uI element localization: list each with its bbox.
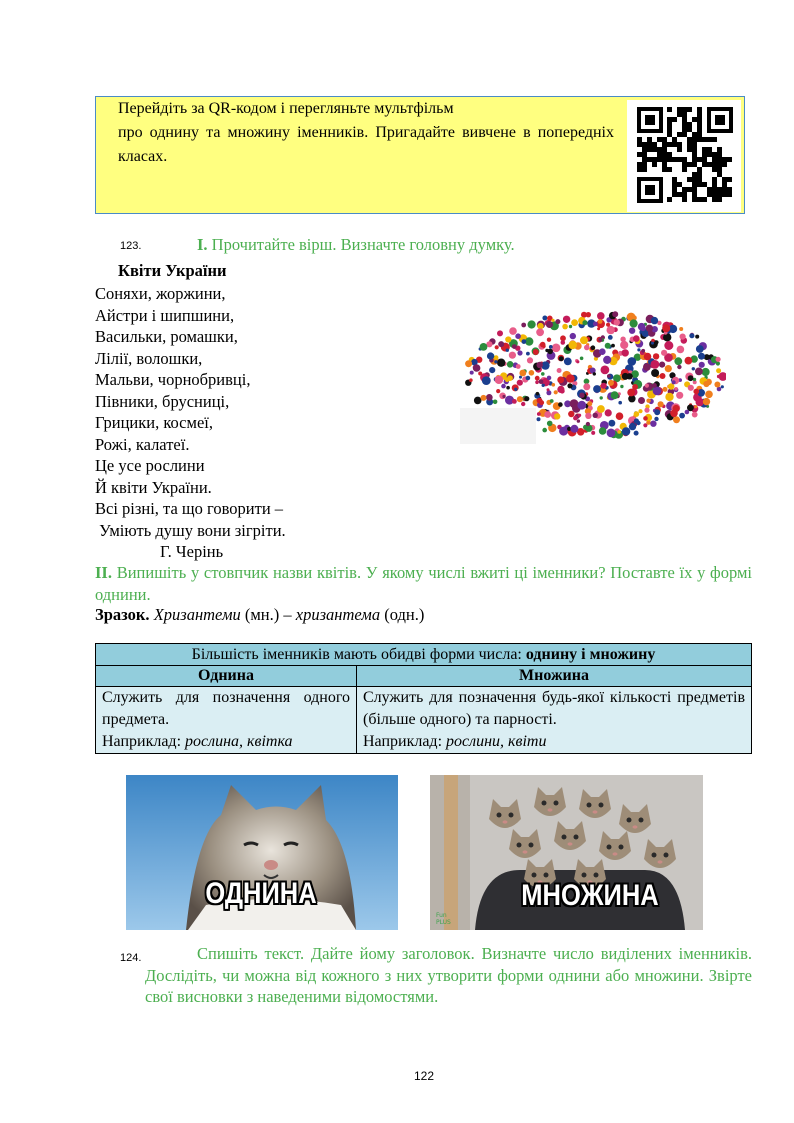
qr-note-text	[118, 97, 614, 169]
exercise-number-124: 124.	[120, 952, 142, 964]
poem-line: Рожі, калатеї.	[95, 434, 190, 454]
column-singular: Однина	[96, 666, 357, 687]
single-cat-photo	[126, 775, 398, 930]
table-title-prefix: Більшість іменників мають обидві форми числа:	[191, 645, 526, 663]
poem-line: Півники, брусниці,	[95, 391, 230, 411]
qr-code-icon[interactable]	[627, 100, 741, 212]
cell-singular	[96, 687, 357, 754]
exercise-124-task: Спишіть текст. Дайте йому заголовок. Визначте число виділених іменників. Дослідіть, чи можна від кожного з них утворити форми однини або множини. Звірте свої висновки з наведеними відомостями.	[145, 944, 752, 1006]
sample-word-singular: хризантема	[295, 605, 381, 624]
caption-plural: МНОЖИНА	[521, 879, 659, 912]
caption-singular: ОДНИНА	[205, 877, 317, 910]
poem-line: Соняхи, жоржини,	[95, 284, 226, 303]
sample-mid: (мн.) –	[240, 605, 296, 624]
roman-two: II.	[95, 563, 112, 582]
sample-word-plural: Хризантеми	[153, 605, 241, 624]
singular-example	[102, 731, 350, 753]
exercise-123-part2	[95, 562, 752, 605]
table-columns-row	[96, 666, 752, 687]
plural-description: Служить для позначення будь-якої кількості предметів (більше одного) та парності.	[363, 689, 745, 728]
poem-line: Лілії, волошки,	[95, 348, 203, 368]
sample-line	[95, 604, 424, 626]
poem-line: Всі різні, та що говорити –	[95, 499, 284, 518]
ukraine-flower-map-image	[456, 300, 726, 460]
poem-author: Г. Черінь	[160, 542, 224, 561]
plural-example	[363, 731, 745, 753]
svg-text:PLUS: PLUS	[436, 919, 451, 926]
poem	[95, 283, 286, 541]
poem-line: Айстри і шипшини,	[95, 305, 235, 325]
qr-note-rest: про однину та множину іменників. Пригадайте вивчене в попередніх класах.	[118, 124, 614, 165]
poem-line: Васильки, ромашки,	[95, 327, 238, 346]
column-plural: Множина	[357, 666, 752, 687]
poem-line: Й квіти України.	[95, 477, 212, 497]
poem-line: Уміють душу вони зігріти.	[95, 520, 286, 540]
poem-title: Квіти України	[118, 261, 227, 280]
example-label: Наприклад:	[363, 733, 447, 750]
sample-end: (одн.)	[380, 605, 425, 624]
task2-text: Випишіть у стовпчик назви квітів. У якому числі вжиті ці іменники? Поставте їх у формі однини.	[95, 563, 753, 604]
cell-plural	[357, 687, 752, 754]
kittens-photo	[430, 775, 703, 930]
task-text: Прочитайте вірш. Визначте головну думку.	[211, 235, 515, 254]
qr-note-line1: Перейдіть за QR-кодом і перегляньте мультфільм	[118, 100, 454, 117]
table-row	[96, 687, 752, 754]
sample-label: Зразок.	[95, 605, 150, 624]
table-title-bold: однину і множину	[525, 645, 656, 663]
exercise-number-123: 123.	[120, 240, 142, 252]
poem-line: Мальви, чорнобривці,	[95, 370, 251, 389]
roman-one: I.	[197, 235, 208, 254]
page-number: 122	[413, 1069, 435, 1083]
svg-text:Fun: Fun	[436, 912, 447, 919]
qr-note-box	[95, 96, 745, 214]
number-rule-table	[95, 643, 752, 754]
exercise-123-task	[197, 234, 515, 256]
table-header-row	[96, 644, 752, 666]
example-words: рослини, квіти	[446, 733, 547, 750]
poem-line: Це усе рослини	[95, 456, 205, 475]
example-label: Наприклад:	[102, 733, 186, 750]
example-words: рослина, квітка	[185, 733, 293, 750]
poem-line: Грицики, космеї,	[95, 413, 213, 432]
singular-description: Служить для позначення одного предмета.	[102, 689, 350, 728]
table-title	[96, 644, 752, 666]
